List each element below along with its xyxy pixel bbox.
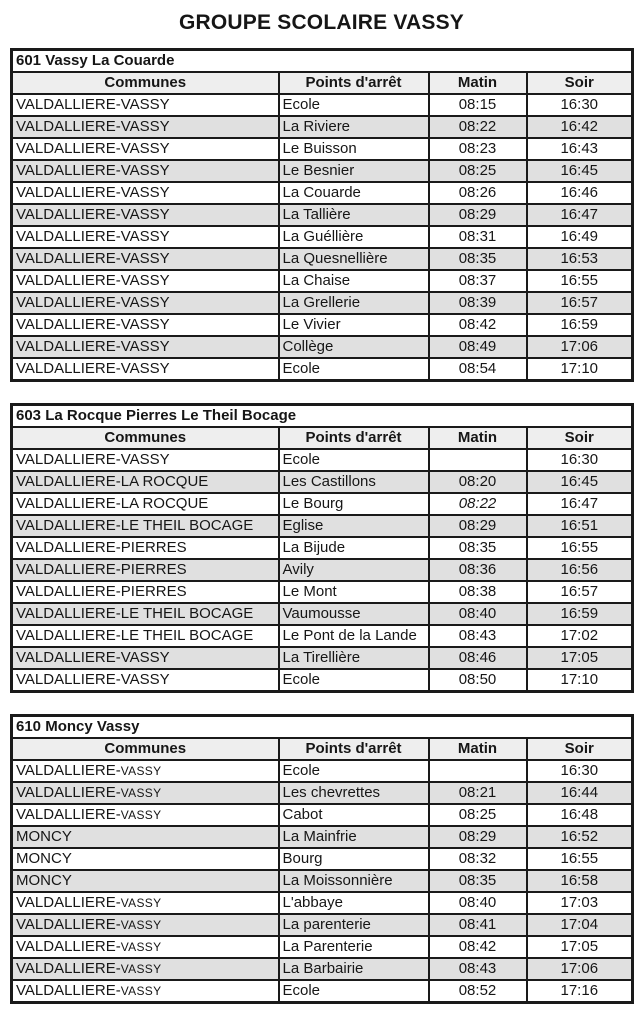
commune-suffix: VASSY — [120, 896, 162, 910]
cell-stop: Ecole — [279, 669, 429, 692]
cell-stop: Vaumousse — [279, 603, 429, 625]
table-row — [12, 669, 633, 692]
table-row — [12, 138, 633, 160]
cell-commune: VALDALLIERE-VASSY — [12, 116, 279, 138]
cell-soir: 17:06 — [527, 336, 633, 358]
commune-suffix: VASSY — [120, 940, 162, 954]
cell-commune: MONCY — [12, 826, 279, 848]
cell-commune: VALDALLIERE-VASSY — [12, 314, 279, 336]
table-row — [12, 581, 633, 603]
cell-commune: VALDALLIERE-VASSY — [12, 94, 279, 116]
cell-matin: 08:35 — [429, 248, 527, 270]
cell-stop: Le Besnier — [279, 160, 429, 182]
cell-stop: Le Bourg — [279, 493, 429, 515]
cell-commune: VALDALLIERE-VASSY — [12, 760, 279, 782]
cell-soir: 17:02 — [527, 625, 633, 647]
table-row — [12, 336, 633, 358]
cell-soir: 16:47 — [527, 493, 633, 515]
cell-matin: 08:38 — [429, 581, 527, 603]
column-header-row — [12, 738, 633, 760]
cell-stop: La Chaise — [279, 270, 429, 292]
table-row — [12, 493, 633, 515]
cell-matin — [429, 449, 527, 471]
cell-soir: 16:55 — [527, 537, 633, 559]
cell-soir: 16:51 — [527, 515, 633, 537]
cell-commune: VALDALLIERE-VASSY — [12, 782, 279, 804]
table-row — [12, 226, 633, 248]
table-row — [12, 471, 633, 493]
cell-stop: La Riviere — [279, 116, 429, 138]
column-header-communes: Communes — [12, 427, 279, 449]
table-row — [12, 782, 633, 804]
cell-matin: 08:40 — [429, 603, 527, 625]
cell-soir: 16:59 — [527, 314, 633, 336]
cell-commune: VALDALLIERE-VASSY — [12, 914, 279, 936]
cell-stop: Avily — [279, 559, 429, 581]
cell-commune: VALDALLIERE-VASSY — [12, 804, 279, 826]
cell-soir: 16:58 — [527, 870, 633, 892]
cell-matin: 08:35 — [429, 537, 527, 559]
table-row — [12, 358, 633, 381]
cell-soir: 17:16 — [527, 980, 633, 1003]
cell-commune: VALDALLIERE-VASSY — [12, 292, 279, 314]
cell-matin: 08:22 — [429, 116, 527, 138]
column-header-soir: Soir — [527, 427, 633, 449]
cell-matin: 08:42 — [429, 314, 527, 336]
cell-stop: Ecole — [279, 449, 429, 471]
table-row — [12, 958, 633, 980]
cell-matin: 08:15 — [429, 94, 527, 116]
cell-stop: La Parenterie — [279, 936, 429, 958]
cell-matin: 08:37 — [429, 270, 527, 292]
cell-soir: 17:10 — [527, 358, 633, 381]
cell-matin: 08:21 — [429, 782, 527, 804]
cell-soir: 16:55 — [527, 270, 633, 292]
commune-suffix: VASSY — [120, 984, 162, 998]
table-row — [12, 603, 633, 625]
cell-soir: 16:42 — [527, 116, 633, 138]
column-header-row — [12, 72, 633, 94]
cell-matin: 08:20 — [429, 471, 527, 493]
cell-soir: 17:06 — [527, 958, 633, 980]
cell-matin: 08:43 — [429, 625, 527, 647]
cell-matin: 08:54 — [429, 358, 527, 381]
table-row — [12, 559, 633, 581]
table-row — [12, 116, 633, 138]
cell-matin: 08:40 — [429, 892, 527, 914]
cell-soir: 16:43 — [527, 138, 633, 160]
cell-soir: 16:49 — [527, 226, 633, 248]
cell-stop: La Tallière — [279, 204, 429, 226]
cell-stop: La Bijude — [279, 537, 429, 559]
cell-stop: Le Buisson — [279, 138, 429, 160]
column-header-matin: Matin — [429, 738, 527, 760]
table-row — [12, 94, 633, 116]
cell-stop: Le Pont de la Lande — [279, 625, 429, 647]
commune-suffix: VASSY — [120, 764, 162, 778]
cell-commune: VALDALLIERE-LE THEIL BOCAGE — [12, 625, 279, 647]
column-header-matin: Matin — [429, 427, 527, 449]
cell-commune: VALDALLIERE-VASSY — [12, 958, 279, 980]
table-row — [12, 160, 633, 182]
cell-stop: Les Castillons — [279, 471, 429, 493]
cell-commune: VALDALLIERE-VASSY — [12, 449, 279, 471]
cell-soir: 16:48 — [527, 804, 633, 826]
cell-soir: 16:45 — [527, 160, 633, 182]
cell-stop: Bourg — [279, 848, 429, 870]
table-row — [12, 625, 633, 647]
cell-stop: Cabot — [279, 804, 429, 826]
cell-commune: VALDALLIERE-VASSY — [12, 980, 279, 1003]
cell-soir: 16:52 — [527, 826, 633, 848]
table-row — [12, 537, 633, 559]
cell-commune: MONCY — [12, 848, 279, 870]
cell-matin: 08:39 — [429, 292, 527, 314]
cell-commune: VALDALLIERE-VASSY — [12, 892, 279, 914]
cell-commune: VALDALLIERE-VASSY — [12, 669, 279, 692]
cell-stop: La Couarde — [279, 182, 429, 204]
cell-commune: VALDALLIERE-LA ROCQUE — [12, 493, 279, 515]
cell-commune: VALDALLIERE-VASSY — [12, 270, 279, 292]
cell-commune: VALDALLIERE-VASSY — [12, 182, 279, 204]
cell-matin: 08:36 — [429, 559, 527, 581]
cell-matin: 08:41 — [429, 914, 527, 936]
cell-matin: 08:42 — [429, 936, 527, 958]
cell-commune: VALDALLIERE-LE THEIL BOCAGE — [12, 515, 279, 537]
cell-soir: 16:59 — [527, 603, 633, 625]
table-row — [12, 804, 633, 826]
cell-stop: Le Mont — [279, 581, 429, 603]
column-header-points-arret: Points d'arrêt — [279, 738, 429, 760]
cell-soir: 16:46 — [527, 182, 633, 204]
table-row — [12, 760, 633, 782]
cell-commune: VALDALLIERE-VASSY — [12, 936, 279, 958]
cell-matin: 08:31 — [429, 226, 527, 248]
table-row — [12, 936, 633, 958]
cell-stop: Ecole — [279, 980, 429, 1003]
cell-stop: Ecole — [279, 358, 429, 381]
cell-stop: La Tirellière — [279, 647, 429, 669]
cell-soir: 17:10 — [527, 669, 633, 692]
column-header-row — [12, 427, 633, 449]
column-header-soir: Soir — [527, 72, 633, 94]
column-header-matin: Matin — [429, 72, 527, 94]
cell-commune: VALDALLIERE-VASSY — [12, 647, 279, 669]
cell-matin: 08:26 — [429, 182, 527, 204]
cell-stop: Collège — [279, 336, 429, 358]
cell-matin: 08:23 — [429, 138, 527, 160]
table-row — [12, 292, 633, 314]
cell-matin: 08:43 — [429, 958, 527, 980]
cell-matin: 08:32 — [429, 848, 527, 870]
cell-stop: Ecole — [279, 94, 429, 116]
table-row — [12, 848, 633, 870]
column-header-soir: Soir — [527, 738, 633, 760]
cell-commune: VALDALLIERE-VASSY — [12, 248, 279, 270]
table-row — [12, 826, 633, 848]
cell-matin: 08:29 — [429, 826, 527, 848]
cell-matin: 08:29 — [429, 204, 527, 226]
cell-commune: VALDALLIERE-PIERRES — [12, 559, 279, 581]
commune-suffix: VASSY — [120, 918, 162, 932]
cell-matin: 08:22 — [429, 493, 527, 515]
cell-stop: Le Vivier — [279, 314, 429, 336]
table-row — [12, 204, 633, 226]
cell-matin: 08:25 — [429, 804, 527, 826]
table-row — [12, 314, 633, 336]
cell-commune: VALDALLIERE-VASSY — [12, 160, 279, 182]
cell-commune: VALDALLIERE-LE THEIL BOCAGE — [12, 603, 279, 625]
cell-soir: 17:05 — [527, 647, 633, 669]
commune-suffix: VASSY — [120, 962, 162, 976]
table-row — [12, 980, 633, 1003]
cell-matin: 08:52 — [429, 980, 527, 1003]
timetable-603 — [10, 403, 634, 693]
timetable-title-row — [12, 405, 633, 428]
cell-commune: VALDALLIERE-VASSY — [12, 226, 279, 248]
cell-matin: 08:50 — [429, 669, 527, 692]
cell-soir: 16:47 — [527, 204, 633, 226]
column-header-points-arret: Points d'arrêt — [279, 427, 429, 449]
column-header-points-arret: Points d'arrêt — [279, 72, 429, 94]
cell-soir: 16:57 — [527, 292, 633, 314]
cell-commune: VALDALLIERE-VASSY — [12, 336, 279, 358]
cell-matin: 08:29 — [429, 515, 527, 537]
cell-stop: La Moissonnière — [279, 870, 429, 892]
cell-soir: 16:30 — [527, 94, 633, 116]
cell-stop: Les chevrettes — [279, 782, 429, 804]
table-row — [12, 892, 633, 914]
cell-soir: 16:30 — [527, 449, 633, 471]
timetable-610 — [10, 714, 634, 1004]
timetable-title: 610 Moncy Vassy — [12, 716, 633, 739]
column-header-communes: Communes — [12, 72, 279, 94]
timetables-container — [0, 48, 643, 1004]
table-row — [12, 647, 633, 669]
cell-soir: 16:44 — [527, 782, 633, 804]
timetable-title: 601 Vassy La Couarde — [12, 50, 633, 73]
cell-matin: 08:25 — [429, 160, 527, 182]
cell-soir: 17:05 — [527, 936, 633, 958]
cell-stop: La Guéllière — [279, 226, 429, 248]
cell-stop: La Barbairie — [279, 958, 429, 980]
cell-soir: 16:45 — [527, 471, 633, 493]
cell-soir: 16:30 — [527, 760, 633, 782]
cell-stop: Eglise — [279, 515, 429, 537]
cell-matin: 08:46 — [429, 647, 527, 669]
cell-matin — [429, 760, 527, 782]
cell-soir: 16:55 — [527, 848, 633, 870]
table-row — [12, 270, 633, 292]
timetable-title: 603 La Rocque Pierres Le Theil Bocage — [12, 405, 633, 428]
cell-soir: 16:57 — [527, 581, 633, 603]
cell-commune: VALDALLIERE-VASSY — [12, 358, 279, 381]
table-row — [12, 248, 633, 270]
cell-soir: 16:53 — [527, 248, 633, 270]
cell-commune: VALDALLIERE-PIERRES — [12, 537, 279, 559]
timetable-601 — [10, 48, 634, 382]
table-row — [12, 449, 633, 471]
table-row — [12, 870, 633, 892]
cell-commune: MONCY — [12, 870, 279, 892]
timetable-title-row — [12, 50, 633, 73]
table-row — [12, 515, 633, 537]
cell-stop: La Grellerie — [279, 292, 429, 314]
cell-soir: 17:04 — [527, 914, 633, 936]
table-row — [12, 182, 633, 204]
cell-soir: 16:56 — [527, 559, 633, 581]
page-title: GROUPE SCOLAIRE VASSY — [178, 11, 465, 34]
cell-commune: VALDALLIERE-PIERRES — [12, 581, 279, 603]
cell-matin: 08:49 — [429, 336, 527, 358]
cell-commune: VALDALLIERE-LA ROCQUE — [12, 471, 279, 493]
cell-stop: La Quesnellière — [279, 248, 429, 270]
column-header-communes: Communes — [12, 738, 279, 760]
timetable-title-row — [12, 716, 633, 739]
cell-soir: 17:03 — [527, 892, 633, 914]
cell-stop: L'abbaye — [279, 892, 429, 914]
cell-stop: La parenterie — [279, 914, 429, 936]
commune-suffix: VASSY — [120, 808, 162, 822]
cell-commune: VALDALLIERE-VASSY — [12, 138, 279, 160]
cell-stop: La Mainfrie — [279, 826, 429, 848]
commune-suffix: VASSY — [120, 786, 162, 800]
table-row — [12, 914, 633, 936]
cell-matin: 08:35 — [429, 870, 527, 892]
cell-commune: VALDALLIERE-VASSY — [12, 204, 279, 226]
cell-stop: Ecole — [279, 760, 429, 782]
